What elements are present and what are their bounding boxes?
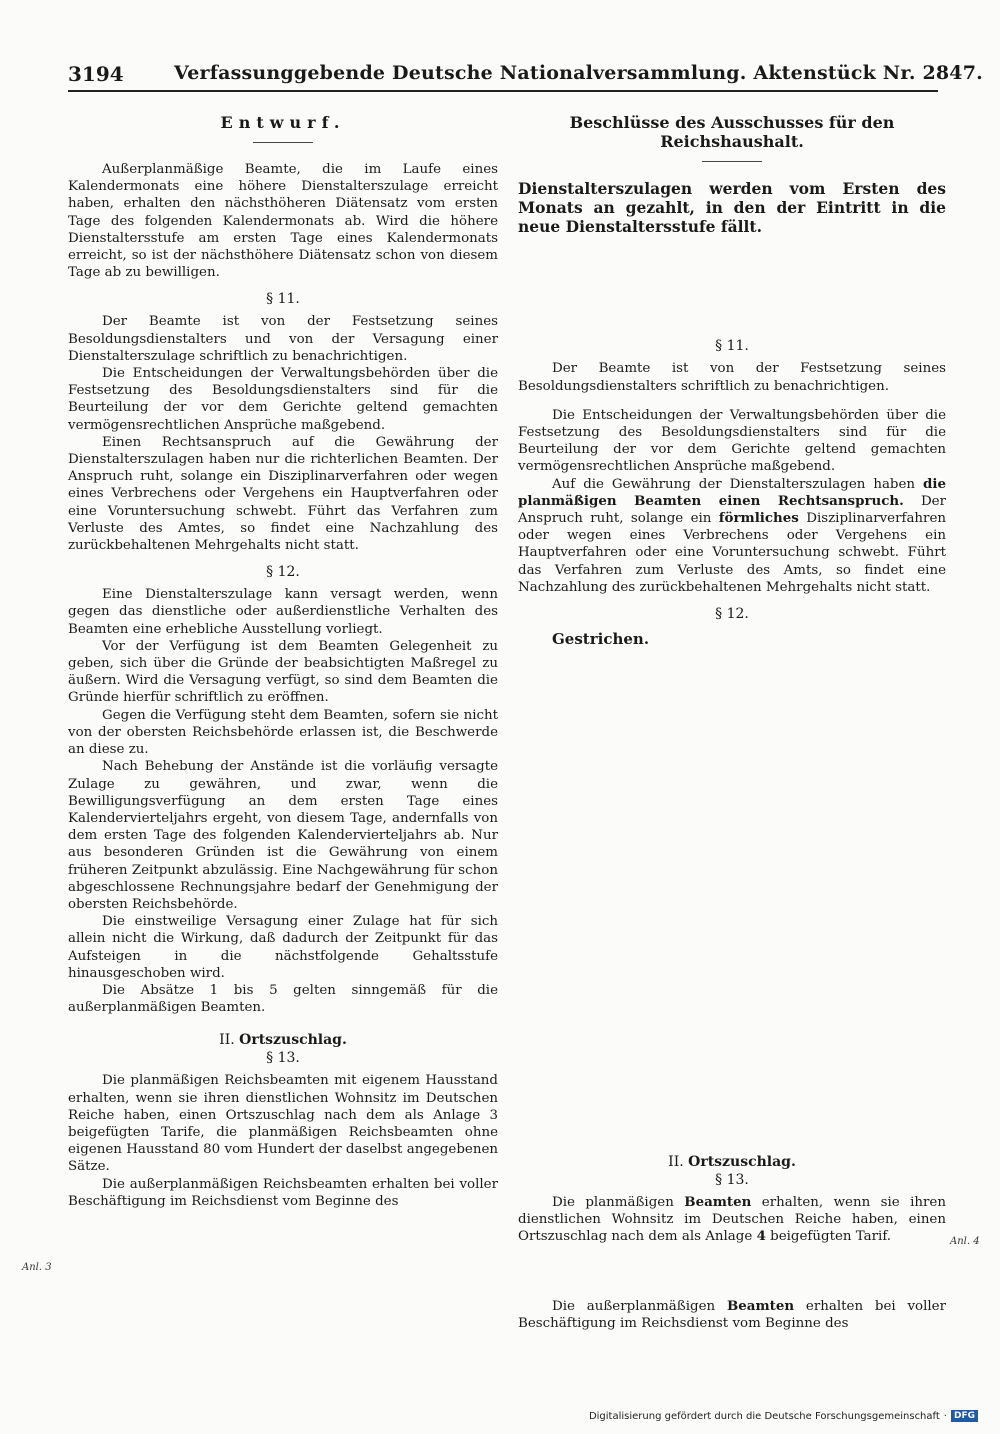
dfg-logo-icon: DFG: [951, 1410, 978, 1422]
committee-intro-paragraph: Dienstalterszulagen werden vom Ersten des Monats an gezahlt, in den der Eintritt in die neue Dienstaltersstufe fällt.: [518, 179, 946, 236]
committee-chapter-title: Ortszuschlag.: [688, 1154, 796, 1171]
digitization-credit: [589, 1410, 978, 1422]
draft-s13-paragraph-1: Die planmäßigen Reichsbeamten mit eigenem Hausstand erhalten, wenn sie ihren dienstlichen Wohnsitz im Deutschen Reiche haben, einen Ortszuschlag nach dem als Anlage 3 beigefügten Tarife, die planmäßigen Reichsbeamten ohne eigenen Hausstand 80 vom Hundert der daselbst angegebenen Sätze.: [68, 1073, 498, 1175]
draft-column-title: Entwurf.: [220, 113, 346, 132]
committee-s13-p2-emphasis: Beamten: [726, 1297, 795, 1314]
right-margin-note: Anl. 4: [950, 1236, 980, 1247]
committee-chapter-heading: [518, 1154, 946, 1170]
draft-s11-paragraph-2: Die Entscheidungen der Verwaltungsbehörden über die Festsetzung des Besoldungsdienstalters sind für die Beurteilung der vor dem Gerichte geltend gemachten vermögensrechtlichen Ansprüche maßgebend.: [68, 366, 498, 433]
draft-s12-paragraph-6: Die Absätze 1 bis 5 gelten sinngemäß für die außerplanmäßigen Beamten.: [68, 982, 498, 1016]
committee-s13-p1-part-c: beigefügten Tarif.: [770, 1229, 892, 1245]
credit-text: Digitalisierung gefördert durch die Deutsche Forschungsgemeinschaft: [588, 1410, 940, 1422]
committee-s13-p2-part-b: erhalten bei voller Beschäftigung im Reichsdienst vom Beginne des: [518, 1298, 946, 1331]
separator-dot: ·: [943, 1410, 947, 1422]
committee-s13-paragraph-2: [518, 1298, 946, 1332]
draft-section-11-heading: § 11.: [266, 291, 300, 308]
page-number: 3194: [68, 62, 124, 86]
draft-section-12-heading: § 12.: [266, 564, 300, 581]
committee-s11-paragraph-2: Die Entscheidungen der Verwaltungsbehörden über die Festsetzung des Besoldungsdienstalters sind für die Beurteilung der vor dem Gerichte geltend gemachten vermögensrechtlichen Ansprüche maßgebend.: [518, 407, 946, 475]
committee-s11-p3-part-c: Disziplinarverfahren oder wegen eines Verbrechens oder Vergehens ein Hauptverfahren oder eine Voruntersuchung schwebt. Führt das Verfahren zum Verluste des Amts, so findet eine Nachzahlung des zurückbehaltenen Mehrgehalts nicht statt.: [518, 511, 946, 595]
left-column-draft: [68, 105, 498, 1210]
committee-s13-p1-emphasis: Beamten: [684, 1194, 752, 1211]
draft-s12-paragraph-4: Nach Behebung der Anstände ist die vorläufig versagte Zulage zu gewähren, und zwar, wenn die Bewilligungsverfügung an dem ersten Tage eines Kalendervierteljahrs ergeht, von diesem Tage, andernfalls von dem ersten Tage des folgenden Kalendervierteljahrs ab. Nur aus besonderen Gründen ist die Gewährung von einem früheren Zeitpunkt abzulässig. Eine Nachgewährung für schon abgeschlossene Rechnungsjahre bedarf der Genehmigung der obersten Reichsbehörde.: [68, 759, 498, 912]
running-title: Verfassunggebende Deutsche Nationalversammlung. Aktenstück Nr. 2847.: [174, 62, 983, 84]
committee-s11-p3-part-b: Der Anspruch ruht, solange ein: [518, 493, 946, 527]
committee-section-12-heading: § 12.: [715, 606, 749, 623]
draft-s12-paragraph-2: Vor der Verfügung ist dem Beamten Gelegenheit zu geben, sich über die Gründe der beabsichtigten Maßregel zu äußern. Wird die Versagung verfügt, so sind dem Beamten die Gründe hierfür schriftlich zu eröffnen.: [68, 638, 498, 706]
draft-s12-paragraph-3: Gegen die Verfügung steht dem Beamten, sofern sie nicht von der obersten Reichsbehörde erlassen ist, die Beschwerde an diese zu.: [68, 707, 498, 758]
committee-s13-p2-part-a: Die außerplanmäßigen: [552, 1298, 716, 1314]
left-margin-note: Anl. 3: [22, 1262, 52, 1273]
spacer: [518, 648, 946, 1138]
draft-s11-paragraph-1: Der Beamte ist von der Festsetzung seines Besoldungsdienstalters und von der Versagung einer Dienstalterszulage schriftlich zu benachrichtigen.: [68, 314, 498, 364]
right-column-committee: [518, 105, 946, 1332]
draft-chapter-heading: [68, 1032, 498, 1048]
title-rule: [253, 142, 313, 143]
committee-s11-paragraph-1: Der Beamte ist von der Festsetzung seines Besoldungsdienstalters schriftlich zu benachrichtigen.: [518, 361, 946, 394]
draft-section-13-heading: § 13.: [266, 1050, 300, 1067]
draft-s13-paragraph-2: Die außerplanmäßigen Reichsbeamten erhalten bei voller Beschäftigung im Reichsdienst vom Beginne des: [68, 1176, 498, 1209]
spacer: [518, 1246, 946, 1298]
spacer: [518, 395, 946, 407]
draft-chapter-title: Ortszuschlag.: [239, 1032, 347, 1049]
committee-column-title: Beschlüsse des Ausschusses für den Reichshaushalt.: [569, 113, 895, 151]
committee-section-13-heading: § 13.: [715, 1172, 749, 1189]
title-rule: [702, 161, 762, 162]
draft-chapter-roman: II.: [219, 1032, 235, 1049]
committee-s13-paragraph-1: [518, 1194, 946, 1246]
draft-intro-paragraph: Außerplanmäßige Beamte, die im Laufe eines Kalendermonats eine höhere Dienstalterszulage erreicht haben, erhalten den nächsthöheren Diätensatz vom ersten Tage des folgenden Kalendermonats ab. Wird die höhere Dienstaltersstufe am ersten Tage eines Kalendermonats erreicht, so ist der nächsthöhere Diätensatz schon von diesem Tage ab zu bewilligen.: [68, 162, 498, 281]
committee-s13-p1-part-b: erhalten, wenn sie ihren dienstlichen Wohnsitz im Deutschen Reiche haben, einen Ortszuschlag nach dem als Anlage: [518, 1195, 946, 1245]
committee-s13-p1-emphasis-2: 4: [756, 1228, 766, 1245]
draft-s11-paragraph-3: Einen Rechtsanspruch auf die Gewährung der Dienstalterszulagen haben nur die richterlichen Beamten. Der Anspruch ruht, solange ein Disziplinarverfahren oder wegen eines Verbrechens oder Vergehens ein Hauptverfahren oder eine Voruntersuchung schwebt. Führt das Verfahren zum Verluste des Amtes, so findet eine Nachzahlung des zurückbehaltenen Mehrgehalts nicht statt.: [68, 434, 498, 554]
draft-s12-paragraph-1: Eine Dienstalterszulage kann versagt werden, wenn gegen das dienstliche oder außerdienstliche Verhalten des Beamten eine erhebliche Ausstellung vorliegt.: [68, 587, 498, 637]
committee-s12-struck: Gestrichen.: [552, 630, 650, 649]
committee-s11-p3-emphasis-2: förmliches: [718, 510, 799, 527]
committee-s11-paragraph-3: [518, 476, 946, 596]
committee-s13-p1-part-a: Die planmäßigen: [552, 1195, 674, 1211]
committee-s11-p3-emphasis: die planmäßigen Beamten einen Rechtsanspruch.: [518, 475, 946, 509]
committee-section-11-heading: § 11.: [715, 338, 749, 355]
committee-chapter-roman: II.: [668, 1154, 684, 1171]
spacer: [518, 236, 946, 328]
page-header: [68, 58, 983, 92]
committee-s11-p3-part-a: Auf die Gewährung der Dienstalterszulagen haben: [552, 476, 916, 492]
draft-s12-paragraph-5: Die einstweilige Versagung einer Zulage hat für sich allein nicht die Wirkung, daß dadurch der Zeitpunkt für das Aufsteigen in die nächstfolgende Gehaltsstufe hinausgeschoben wird.: [68, 914, 498, 981]
